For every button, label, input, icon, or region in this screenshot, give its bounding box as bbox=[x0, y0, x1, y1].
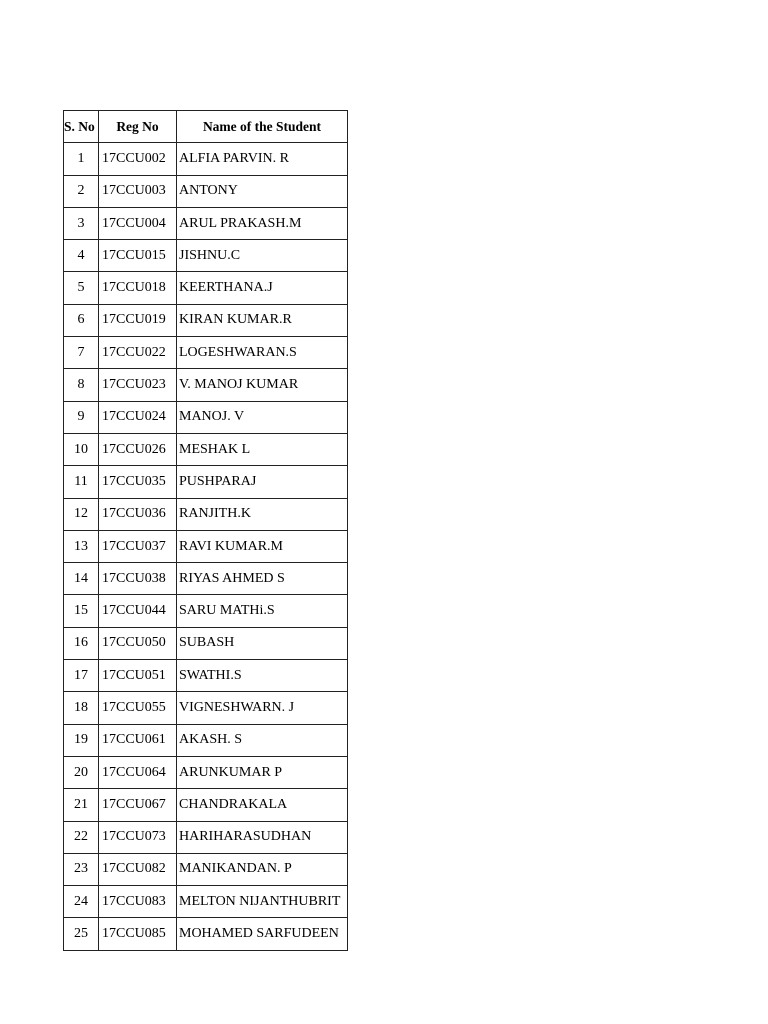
reg-no-cell: 17CCU022 bbox=[99, 337, 177, 369]
serial-number-cell: 1 bbox=[64, 143, 99, 175]
serial-number-cell: 9 bbox=[64, 401, 99, 433]
serial-number-cell: 14 bbox=[64, 563, 99, 595]
student-name-cell: MANIKANDAN. P bbox=[177, 853, 348, 885]
reg-no-cell: 17CCU055 bbox=[99, 692, 177, 724]
reg-no-cell: 17CCU002 bbox=[99, 143, 177, 175]
reg-no-cell: 17CCU064 bbox=[99, 756, 177, 788]
table-row bbox=[64, 789, 348, 821]
student-name-cell: RIYAS AHMED S bbox=[177, 563, 348, 595]
serial-number-cell: 25 bbox=[64, 918, 99, 950]
table-row bbox=[64, 272, 348, 304]
table-row bbox=[64, 498, 348, 530]
table-row bbox=[64, 627, 348, 659]
reg-no-cell: 17CCU019 bbox=[99, 304, 177, 336]
reg-no-cell: 17CCU018 bbox=[99, 272, 177, 304]
student-name-cell: KEERTHANA.J bbox=[177, 272, 348, 304]
serial-number-cell: 19 bbox=[64, 724, 99, 756]
student-name-cell: MESHAK L bbox=[177, 433, 348, 465]
reg-no-cell: 17CCU026 bbox=[99, 433, 177, 465]
table-row bbox=[64, 756, 348, 788]
student-name-cell: KIRAN KUMAR.R bbox=[177, 304, 348, 336]
serial-number-cell: 8 bbox=[64, 369, 99, 401]
serial-number-cell: 6 bbox=[64, 304, 99, 336]
table-row bbox=[64, 433, 348, 465]
serial-number-cell: 4 bbox=[64, 240, 99, 272]
student-name-cell: SUBASH bbox=[177, 627, 348, 659]
student-name-cell: AKASH. S bbox=[177, 724, 348, 756]
reg-no-cell: 17CCU073 bbox=[99, 821, 177, 853]
student-name-cell: CHANDRAKALA bbox=[177, 789, 348, 821]
reg-no-cell: 17CCU061 bbox=[99, 724, 177, 756]
table-row bbox=[64, 401, 348, 433]
table-row bbox=[64, 692, 348, 724]
student-name-cell: JISHNU.C bbox=[177, 240, 348, 272]
student-name-cell: SWATHI.S bbox=[177, 660, 348, 692]
reg-no-cell: 17CCU083 bbox=[99, 886, 177, 918]
serial-number-cell: 20 bbox=[64, 756, 99, 788]
serial-number-cell: 16 bbox=[64, 627, 99, 659]
reg-no-cell: 17CCU036 bbox=[99, 498, 177, 530]
table-row bbox=[64, 143, 348, 175]
serial-number-cell: 18 bbox=[64, 692, 99, 724]
table-row bbox=[64, 337, 348, 369]
table-row bbox=[64, 821, 348, 853]
header-serial-number: S. No bbox=[64, 111, 99, 143]
serial-number-cell: 10 bbox=[64, 433, 99, 465]
header-reg-no: Reg No bbox=[99, 111, 177, 143]
table-row bbox=[64, 918, 348, 950]
student-list-sheet bbox=[63, 110, 348, 951]
student-name-cell: MELTON NIJANTHUBRIT bbox=[177, 886, 348, 918]
student-name-cell: LOGESHWARAN.S bbox=[177, 337, 348, 369]
reg-no-cell: 17CCU037 bbox=[99, 530, 177, 562]
reg-no-cell: 17CCU023 bbox=[99, 369, 177, 401]
table-row bbox=[64, 724, 348, 756]
reg-no-cell: 17CCU004 bbox=[99, 207, 177, 239]
serial-number-cell: 22 bbox=[64, 821, 99, 853]
serial-number-cell: 23 bbox=[64, 853, 99, 885]
serial-number-cell: 11 bbox=[64, 466, 99, 498]
reg-no-cell: 17CCU015 bbox=[99, 240, 177, 272]
serial-number-cell: 5 bbox=[64, 272, 99, 304]
reg-no-cell: 17CCU038 bbox=[99, 563, 177, 595]
student-name-cell: MOHAMED SARFUDEEN bbox=[177, 918, 348, 950]
reg-no-cell: 17CCU024 bbox=[99, 401, 177, 433]
table-row bbox=[64, 853, 348, 885]
table-row bbox=[64, 466, 348, 498]
student-name-cell: ARUL PRAKASH.M bbox=[177, 207, 348, 239]
serial-number-cell: 12 bbox=[64, 498, 99, 530]
table-row bbox=[64, 886, 348, 918]
table-row bbox=[64, 175, 348, 207]
table-row bbox=[64, 369, 348, 401]
table-row bbox=[64, 207, 348, 239]
header-student-name: Name of the Student bbox=[177, 111, 348, 143]
student-name-cell: ALFIA PARVIN. R bbox=[177, 143, 348, 175]
reg-no-cell: 17CCU035 bbox=[99, 466, 177, 498]
table-row bbox=[64, 304, 348, 336]
table-row bbox=[64, 563, 348, 595]
table-header-row bbox=[64, 111, 348, 143]
serial-number-cell: 17 bbox=[64, 660, 99, 692]
table-row bbox=[64, 660, 348, 692]
table-row bbox=[64, 595, 348, 627]
table-row bbox=[64, 240, 348, 272]
student-table bbox=[63, 110, 348, 951]
reg-no-cell: 17CCU050 bbox=[99, 627, 177, 659]
serial-number-cell: 2 bbox=[64, 175, 99, 207]
student-name-cell: ARUNKUMAR P bbox=[177, 756, 348, 788]
serial-number-cell: 13 bbox=[64, 530, 99, 562]
student-name-cell: MANOJ. V bbox=[177, 401, 348, 433]
student-name-cell: PUSHPARAJ bbox=[177, 466, 348, 498]
serial-number-cell: 3 bbox=[64, 207, 99, 239]
reg-no-cell: 17CCU085 bbox=[99, 918, 177, 950]
reg-no-cell: 17CCU003 bbox=[99, 175, 177, 207]
student-name-cell: RANJITH.K bbox=[177, 498, 348, 530]
serial-number-cell: 24 bbox=[64, 886, 99, 918]
reg-no-cell: 17CCU044 bbox=[99, 595, 177, 627]
reg-no-cell: 17CCU067 bbox=[99, 789, 177, 821]
serial-number-cell: 7 bbox=[64, 337, 99, 369]
table-body bbox=[64, 143, 348, 950]
student-name-cell: HARIHARASUDHAN bbox=[177, 821, 348, 853]
student-name-cell: V. MANOJ KUMAR bbox=[177, 369, 348, 401]
student-name-cell: RAVI KUMAR.M bbox=[177, 530, 348, 562]
reg-no-cell: 17CCU051 bbox=[99, 660, 177, 692]
student-name-cell: VIGNESHWARN. J bbox=[177, 692, 348, 724]
reg-no-cell: 17CCU082 bbox=[99, 853, 177, 885]
student-name-cell: SARU MATHi.S bbox=[177, 595, 348, 627]
table-row bbox=[64, 530, 348, 562]
serial-number-cell: 15 bbox=[64, 595, 99, 627]
student-name-cell: ANTONY bbox=[177, 175, 348, 207]
serial-number-cell: 21 bbox=[64, 789, 99, 821]
